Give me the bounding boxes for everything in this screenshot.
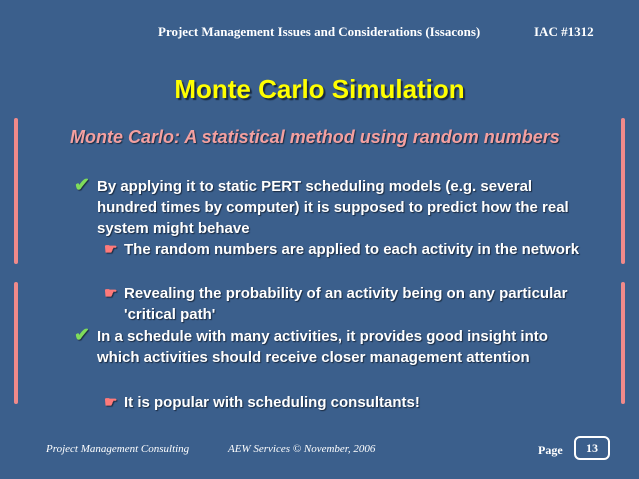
header-code: IAC #1312 [534,24,594,39]
slide-heading: Monte Carlo: A statistical method using random numbers [70,127,560,147]
footer-company: Project Management Consulting [46,443,190,455]
sub-bullet-1-2-text: Revealing the probability of an activity being on any particular 'critical path' [124,285,568,323]
header-title: Project Management Issues and Considerations (Issacons) [158,24,481,39]
slide-title: Monte Carlo Simulation [174,74,465,104]
pointing-hand-icon: ☛ [104,285,118,302]
pointing-hand-icon: ☛ [104,241,118,258]
bullet-1 [74,176,574,239]
left-accent-bar-lower [14,282,18,404]
sub-bullet-1-1 [104,239,584,260]
left-accent-bar [14,118,18,264]
checkmark-icon: ✔ [74,175,90,196]
page-number-badge: 13 [574,436,610,460]
sub-bullet-1-2 [104,283,584,325]
sub-bullet-2-1 [104,392,584,413]
bullet-2 [74,326,574,368]
sub-bullet-1-1-text: The random numbers are applied to each activity in the network [124,241,580,258]
footer-page-label: Page [538,443,563,457]
bullet-1-text: By applying it to static PERT scheduling models (e.g. several hundred times by computer) it is supposed to predict how the real system might behave [97,178,569,237]
right-accent-bar [621,118,625,264]
footer-copyright: AEW Services © November, 2006 [228,443,376,455]
pointing-hand-icon: ☛ [104,394,118,411]
sub-bullet-2-1-text: It is popular with scheduling consultants! [124,394,420,411]
bullet-2-text: In a schedule with many activities, it provides good insight into which activities should receive closer management attention [97,328,548,366]
right-accent-bar-lower [621,282,625,404]
checkmark-icon: ✔ [74,325,90,346]
